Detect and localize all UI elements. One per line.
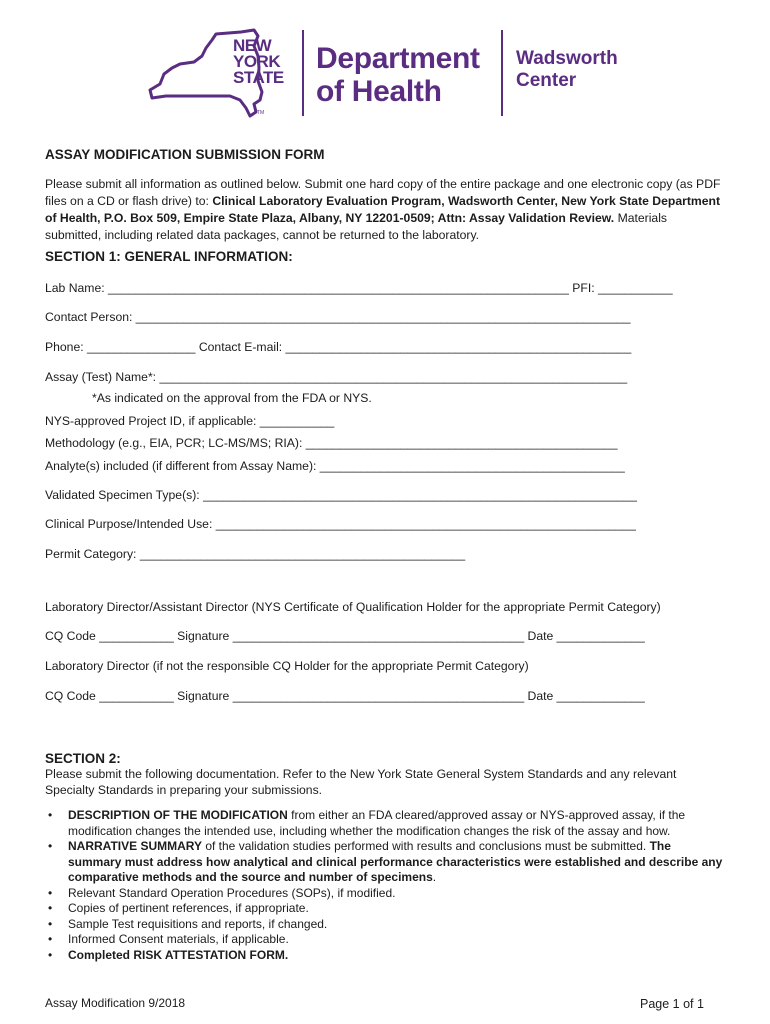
- logo-divider: [501, 30, 503, 116]
- lab-name-field[interactable]: Lab Name: ____________________________________________________________________ PFI: ___________: [45, 281, 673, 295]
- list-item-bold: Completed RISK ATTESTATION FORM.: [68, 947, 289, 962]
- clinical-purpose-field[interactable]: Clinical Purpose/Intended Use: ______________________________________________________________: [45, 517, 636, 531]
- documentation-list: [45, 808, 725, 963]
- list-item: [45, 917, 725, 933]
- trademark: TM: [257, 110, 265, 116]
- list-item-text: Relevant Standard Operation Procedures (SOPs), if modified.: [68, 885, 396, 900]
- logo-center-text: [516, 48, 618, 92]
- list-item-text: Copies of pertinent references, if appropriate.: [68, 901, 309, 915]
- list-item-text: Sample Test requisitions and reports, if changed.: [68, 916, 328, 931]
- list-item: [45, 932, 725, 948]
- director-label: Laboratory Director/Assistant Director (NYS Certificate of Qualification Holder for the appropriate Permit Category): [45, 600, 661, 614]
- footer-page-number: Page 1 of 1: [640, 997, 704, 1011]
- logo-state-line: NEW: [233, 36, 272, 55]
- list-item: [45, 948, 725, 964]
- list-item-text: of the validation studies performed with results and conclusions must be submitted.: [202, 839, 650, 853]
- list-item-bold: DESCRIPTION OF THE MODIFICATION: [68, 808, 288, 822]
- assay-name-field[interactable]: Assay (Test) Name*: _____________________________________________________________________: [45, 370, 628, 384]
- form-title: ASSAY MODIFICATION SUBMISSION FORM: [45, 147, 325, 162]
- analytes-field[interactable]: Analyte(s) included (if different from Assay Name): _____________________________________________: [45, 459, 625, 473]
- logo-center-line: Wadsworth: [516, 48, 618, 69]
- list-item-text: from either an FDA cleared/approved assay or NYS-approved assay, if the modification changes the intended use, including whether the modification changes the risk of the assay and how.: [68, 808, 686, 838]
- section2-heading: SECTION 2:: [45, 751, 121, 766]
- logo-divider: [302, 30, 304, 116]
- section1-heading: SECTION 1: GENERAL INFORMATION:: [45, 249, 293, 264]
- phone-email-field[interactable]: Phone: ________________ Contact E-mail: ___________________________________________________: [45, 340, 632, 354]
- logo-state-line: STATE: [233, 68, 284, 87]
- intro-text: Please submit all information as outlined below. Submit one hard copy of the entire package and one electronic copy (as PDF files on a CD or flash drive) to:: [45, 177, 721, 208]
- list-item: [45, 901, 725, 917]
- contact-person-field[interactable]: Contact Person: _________________________________________________________________________: [45, 310, 631, 324]
- alt-director-signature-field[interactable]: CQ Code ___________ Signature ___________________________________________ Date _____________: [45, 689, 645, 703]
- list-item-bold: NARRATIVE SUMMARY: [68, 839, 202, 853]
- assay-name-footnote: *As indicated on the approval from the FDA or NYS.: [92, 391, 372, 405]
- intro-text: Materials submitted, including related data packages, cannot be returned to the laboratory.: [45, 211, 668, 242]
- director-signature-field[interactable]: CQ Code ___________ Signature ___________________________________________ Date _____________: [45, 629, 645, 643]
- list-item: [45, 839, 725, 886]
- project-id-field[interactable]: NYS-approved Project ID, if applicable: ___________: [45, 414, 335, 428]
- logo-center-line: Center: [516, 70, 577, 91]
- logo-dept-line: Department: [316, 42, 480, 75]
- section2-intro: Please submit the following documentation. Refer to the New York State General System Standards and any relevant Specialty Standards in preparing your submissions.: [45, 767, 677, 797]
- letterhead: [0, 0, 770, 135]
- logo-department-text: [316, 42, 480, 108]
- logo-dept-line: of Health: [316, 75, 442, 108]
- permit-category-field[interactable]: Permit Category: ________________________________________________: [45, 547, 466, 561]
- list-item-bold: The summary must address how analytical and clinical performance characteristics were established and describe any comparative methods and the source and number of specimens: [68, 839, 723, 884]
- methodology-field[interactable]: Methodology (e.g., EIA, PCR; LC-MS/MS; RIA): ______________________________________________: [45, 436, 618, 450]
- list-item-text: Informed Consent materials, if applicable.: [68, 932, 289, 946]
- footer-form-version: Assay Modification 9/2018: [45, 996, 186, 1010]
- logo-state-line: YORK: [233, 52, 281, 71]
- logo-state-text: [233, 38, 284, 86]
- list-item: [45, 886, 725, 902]
- intro-address: Clinical Laboratory Evaluation Program, Wadsworth Center, New York State Department of Health, P.O. Box 509, Empire State Plaza, Albany, NY 12201-0509; Attn: Assay Validation Review.: [45, 194, 721, 225]
- list-item-text: .: [432, 870, 437, 884]
- list-item: [45, 808, 725, 839]
- intro-paragraph: [45, 176, 725, 244]
- alt-director-label: Laboratory Director (if not the responsible CQ Holder for the appropriate Permit Category): [45, 659, 529, 673]
- specimen-type-field[interactable]: Validated Specimen Type(s): ________________________________________________________________: [45, 488, 637, 502]
